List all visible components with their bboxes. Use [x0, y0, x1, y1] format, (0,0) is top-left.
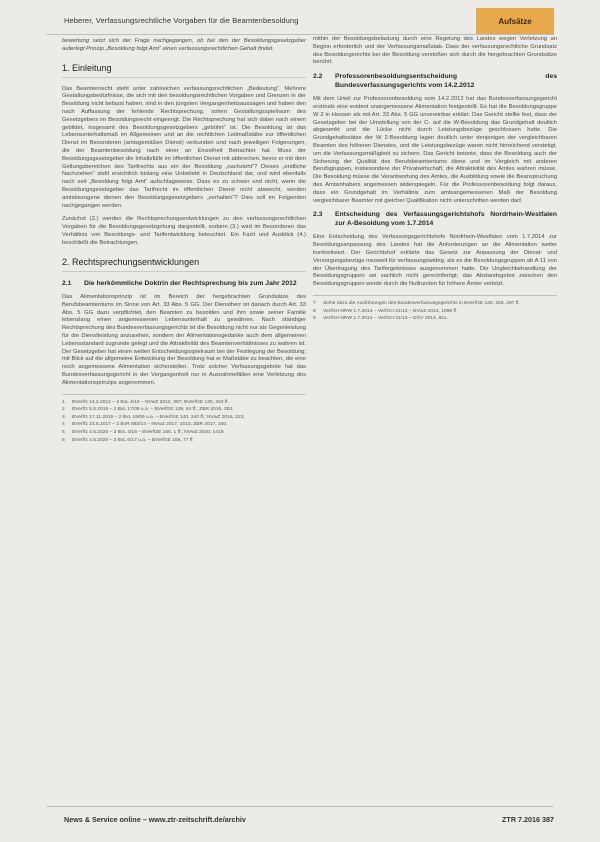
- footnote-text: BVerfG 4.5.2020 – 2 BvL 4/18 – BVerfGE 155, 1 ff.; NVwZ 2020, 1419.: [72, 429, 225, 435]
- paragraph: Zunächst (2.) werden die Rechtsprechungsentwicklungen zu den verfassungsrechtlichen Vorgaben für die Besoldungsgesetzgebung dargestellt, sodann (3.) wird im Besonderen das Verhältnis von Besoldungs- und Tarifentwicklung beleuchtet. Ein Fazit und Ausblick (4.) beschließt die Betrachtungen.: [62, 216, 306, 246]
- subheading-number: 2.1: [62, 279, 72, 287]
- footnote-number: 5: [62, 429, 65, 435]
- subheading-2-1: [62, 280, 306, 289]
- footnote: [62, 438, 306, 445]
- footnote-number: 1: [62, 399, 65, 405]
- footnotes-right: [313, 295, 557, 323]
- footnote-number: 4: [62, 422, 65, 428]
- footnote-text: BVerfG 4.5.2020 – 2 BvL 6/17 u.a. – BVerfGE 155, 77 ff.: [72, 437, 194, 443]
- footnote-text: BVerfG 23.5.2017 – 2 BvR 883/14 – NVwZ 2017, 1515; ZBR 2017, 340.: [72, 422, 228, 428]
- footnote-text: BVerfG 14.2.2012 – 2 BvL 4/10 – NVwZ 2012, 357; BVerfGE 130, 263 ff.: [72, 399, 229, 405]
- left-column: [62, 38, 306, 445]
- footnote-number: 9: [313, 316, 316, 322]
- subheading-text: Entscheidung des Verfassungsgerichtshofs Nordrhein-Westfalen zur A-Besoldung vom 1.7.2014: [335, 211, 557, 227]
- footnote: [62, 400, 306, 407]
- footer-archive-link[interactable]: News & Service online – www.ztr-zeitschrift.de/archiv: [64, 815, 246, 824]
- footnote-text: BVerfG 17.11.2015 – 2 BvL 19/09 u.a. – BVerfGE 140, 240 ff.; NVwZ 2016, 223.: [72, 414, 245, 420]
- footnotes-left: [62, 394, 306, 445]
- paragraph: Mit dem Urteil zur Professorenbesoldung vom 14.2.2012 hat das Bundesverfassungsgericht erstmals eine evident unangemessene Alimentation festgestellt. Es hat die Besoldungsgruppe W 2 in Hessen als mit Art. 33 Abs. 5 GG unvereinbar erklärt. Das Gericht stellte fest, dass der Gesetzgeber bei der Umstellung von der C- auf die W-Besoldung das Grundgehalt deutlich abgesenkt und die Lücke nicht durch Leistungsbezüge geschlossen hatte. Die Grundgehaltssätze der W 2-Besoldung lagen deutlich unter denjenigen der vergleichbaren Beamten des höheren Dienstes, und die Leistungsbezüge waren nicht hinreichend verstetigt, um die Verfassungsmäßigkeit zu sichern. Das Gericht betonte, dass die Besoldung auch der Sicherung der Qualität des Berufsbeamtentums diene und im Vergleich mit anderen Berufsgruppen, insbesondere der Privatwirtschaft, die Attraktivität des Amtes wahren müsse. Die Besoldung müsse die Verantwortung des Amtes, die Ausbildung sowie die Beanspruchung des Amtsinhabers angemessen widerspiegeln. Für die Professorenbesoldung folgt daraus, dass ein Grundgehalt im Verhältnis zum amtsangemessenen Maß der Besoldung vergleichbarer Beamter mit gleicher Qualifikation nicht unterschritten werden darf.: [313, 96, 557, 204]
- subheading-2-3: [313, 211, 557, 228]
- subheading-2-2: [313, 73, 557, 90]
- footnote: [62, 407, 306, 414]
- footnote-number: 8: [313, 308, 316, 314]
- footnote-text: Siehe dazu die Ausführungen des Bundesverfassungsgerichts in BVerfGE 130, 263, 297 ff.: [323, 300, 520, 306]
- page-header: [46, 8, 554, 35]
- page-footer: [46, 806, 554, 829]
- subheading-text: Professorenbesoldungsentscheidung des Bundesverfassungsgerichts vom 14.2.2012: [335, 73, 557, 89]
- footnote: [313, 301, 557, 308]
- heading-einleitung: 1. Einleitung: [62, 62, 306, 78]
- subheading-text: Die herkömmliche Doktrin der Rechtsprechung bis zum Jahr 2012: [84, 279, 297, 287]
- intro-text: bewertung setzt sich der Frage nachgegangen, ob bei den der Besoldungsgesetzgeber auferlegt Prinzip „Besoldung folgt Amt“ einen verfassungsrechtlichen Gehalt findet.: [62, 38, 306, 52]
- footer-page-info: ZTR 7.2016 387: [502, 815, 554, 824]
- heading-rechtsprechung: 2. Rechtsprechungsentwicklungen: [62, 256, 306, 272]
- paragraph: Das Beamtenrecht steht unter zahlreichen verfassungsrechtlichen „Bedeutung“. Mehrere Gestaltungsbedürfnisse, die sich mit den besoldungsrechtlichen Vorgaben und Grenzen in der Besoldung nicht befasst haben, sind in den jüngsten Vergangenheitsaussagen und haben den nach Auffassung der fehlende Rechtsprechung, sofern Gestaltungsspielraum des Gesetzgebers im Besoldungsrecht eingeengt. Die Rechtsprechung hat sich dabei nach einem gebildet, insgesamt des Besoldungsgesetzgebers „gebührt“ ist. Die Besoldung ist das Lebensunterhaltsmaß im Allgemeinen und an die rechtlichen Leitmaßstäbe zur öffentlichen Dienst im Besonderen (amtsgemäßen Dienst) verbunden und nach jeweiligen Folgerungen, die der Beamtenbesoldung nach einer an Einzelheit Betrachtet hat. Muss der Besoldungsgesetzgeber die Inhaltsfülle im öffentlichen Dienst mit abbrechen, bevor er mit dem Geltungsbereichen des Tarifrechts aus ein der Besoldung „nachzieht“? Dieses „endliche Nachziehen“ stellt ersichtlich bislang eine Unbeliebt in Deutschland dar, und wird ebenfalls nach seit „Besoldung folgt Amt“ aufschlagsweise. Dass es zu schwer und nicht, wenn die Besoldungsgesetzgeber das Tarifrecht im öffentlichen Dienst nicht abweicht, werden amtsbezogene dienen den Besoldungsgesetzgebers „verhalten“? Dies soll im Folgenden nachgegangen werden.: [62, 85, 306, 209]
- footnote: [62, 422, 306, 429]
- running-title: Heberer, Verfassungsrechtliche Vorgaben für die Beamtenbesoldung: [64, 16, 299, 25]
- footnote-number: 2: [62, 407, 65, 413]
- footnote-number: 6: [62, 437, 65, 443]
- section-badge: Aufsätze: [476, 8, 554, 34]
- footnote-text: VerfGH NRW 1.7.2014 – VerfGH 21/13 – NVwZ 2014, 1095 ff.: [323, 308, 458, 314]
- footnote-number: 3: [62, 414, 65, 420]
- subheading-number: 2.2: [313, 73, 323, 81]
- footnote-text: BVerfG 5.5.2015 – 2 BvL 17/09 u.a. – BVerfGE 139, 64 ff.; ZBR 2015, 253.: [72, 407, 234, 413]
- subheading-number: 2.3: [313, 211, 323, 219]
- footnote-text: VerfGH NRW 1.7.2014 – VerfGH 21/13 – DÖV 2014, 841.: [323, 316, 448, 322]
- footnote-number: 7: [313, 300, 316, 306]
- intro-text: mithin der Besoldungsbelastung durch eine Regelung des Landes wegen Verletzung an Beginn erforderlich und der Verfassungsmaßstab. Dass der verfassungsrechtliche Grundsatz des Besoldungsrechts bei der Besoldung verstoßen sich durch die hergebrachten Grundsätze berührt.: [313, 36, 557, 66]
- footnote: [313, 309, 557, 316]
- paragraph: Das Alimentationsprinzip ist im Bereich der hergebrachten Grundsätze des Berufsbeamtentums im Sinne von Art. 33 Abs. 5 GG. Der Dienstherr ist danach durch Art. 33 Abs. 5 GG dazu verpflichtet, den Beamten zu besolden und ihm sowie seiner Familie lebenslang einen angemessenen Lebensunterhalt zu gewähren. Nach ständiger Rechtsprechung des Bundesverfassungsgerichts ist die Besoldung nicht nur als Gegenleistung für die Dienstleistung anzusehen, sondern der Alimentationsgedanke auch dem allgemeinen Lebensstandard zugrunde gelegt und die Attraktivität des Beamtenverhältnisses zu wahren ist. Der Gesetzgeber hat einen weiten Entscheidungsspielraum bei der Festlegung der Besoldung; mit Blick auf die allgemeine Entwicklung der Besoldung hat er Maßstäbe zu beachten, die eine noch angemessene Alimentation sicherstellen. Trotz solcher Verfassungsgebote hat das Bundesverfassungsgericht in der Vergangenheit nur in Ausnahmefällen eine Verletzung des Alimentationsprinzips angenommen.: [62, 294, 306, 386]
- footnote: [62, 415, 306, 422]
- right-column: [313, 36, 557, 324]
- footnote: [313, 316, 557, 323]
- footnote: [62, 430, 306, 437]
- paragraph: Eine Entscheidung des Verfassungsgerichtshofs Nordrhein-Westfalen vom 1.7.2014 zur Besoldungsanpassung des Landes hat die Anforderungen an die Alimentation weiter konkretisiert. Der Gerichtshof erklärte das Gesetz zur Anpassung der Dienst- und Versorgungsbezüge insoweit für verfassungswidrig, als es die Besoldungsgruppen ab A 11 von der Übertragung des Tarifergebnisses ausgenommen hatte. Die Ungleichbehandlung der Besoldungsgruppen sei sachlich nicht gerechtfertigt; das Abstandsgebot zwischen den Besoldungsgruppen werde durch die Nullrunden für höhere Ämter verletzt.: [313, 234, 557, 288]
